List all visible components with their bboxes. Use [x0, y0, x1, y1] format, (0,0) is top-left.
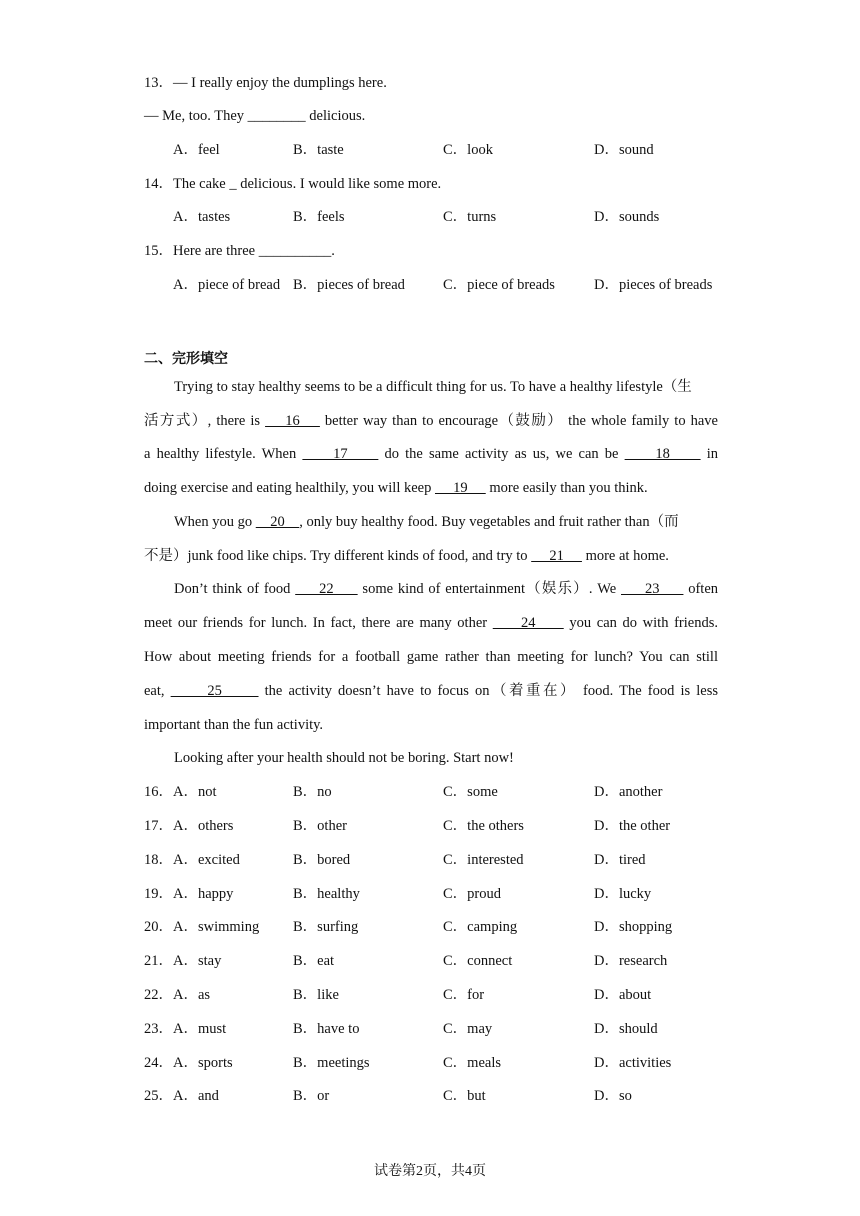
passage-line: How about meeting friends for a football game rather than meeting for lunch? You can still [144, 649, 718, 665]
cloze-question-24: 24． A．sports B．meetings C．meals D．activities [144, 1055, 672, 1071]
question-13-stem: 13．— I really enjoy the dumplings here. [144, 75, 387, 91]
option-a: A．tastes [173, 209, 231, 225]
passage-line: meet our friends for lunch. In fact, there are many other 24 you can do with friends. [144, 615, 718, 631]
blank-23: 23 [621, 581, 684, 597]
cloze-question-17: 17． A．others B．other C．the others D．the other [144, 818, 671, 834]
question-14-options [0, 207, 860, 227]
cloze-question-16: 16． A．not B．no C．some D．another [144, 784, 663, 800]
option-d: D．sound [594, 142, 654, 158]
cloze-question-23: 23． A．must B．have to C．may D．should [144, 1021, 658, 1037]
cloze-question-21: 21． A．stay B．eat C．connect D．research [144, 953, 668, 969]
blank-22: 22 [295, 581, 358, 597]
option-a: A．piece of bread [173, 277, 281, 293]
passage-line: eat, 25 the activity doesn’t have to focus on（着重在） food. The food is less [144, 683, 718, 699]
option-b: B．taste [293, 142, 344, 158]
blank-16: 16 [265, 413, 320, 429]
passage-line: Trying to stay healthy seems to be a difficult thing for us. To have a healthy lifestyle（生 [174, 379, 692, 395]
blank-24: 24 [492, 615, 564, 631]
question-13-options [0, 140, 860, 160]
section-heading: 二、完形填空 [144, 351, 228, 367]
cloze-question-22: 22． A．as B．like C．for D．about [144, 987, 652, 1003]
blank-19: 19 [434, 480, 486, 496]
question-15-options [0, 275, 860, 295]
question-15-stem: 15．Here are three __________. [144, 243, 335, 259]
page-footer: 试卷第2页，共4页 [374, 1164, 486, 1179]
question-14-stem: 14．The cake _ delicious. I would like some more. [144, 176, 442, 192]
passage-line: When you go 20 , only buy healthy food. Buy vegetables and fruit rather than（而 [174, 514, 679, 530]
blank-21: 21 [531, 548, 582, 564]
option-c: C．turns [443, 209, 497, 225]
option-b: B．pieces of bread [293, 277, 405, 293]
option-b: B．feels [293, 209, 345, 225]
option-c: C．piece of breads [443, 277, 555, 293]
question-13-reply: — Me, too. They ________ delicious. [144, 108, 366, 124]
blank-20: 20 [255, 514, 300, 530]
cloze-question-18: 18． A．excited B．bored C．interested D．tired [144, 852, 646, 868]
option-c: C．look [443, 142, 493, 158]
passage-line: 不是）junk food like chips. Try different kinds of food, and try to 21 more at home. [144, 548, 669, 564]
passage-line: doing exercise and eating healthily, you will keep 19 more easily than you think. [144, 480, 648, 496]
passage-line: 活方式）, there is 16 better way than to encourage（鼓励） the whole family to have [144, 413, 718, 429]
blank-25: 25 [170, 683, 259, 699]
passage-line: Don’t think of food 22 some kind of entertainment（娱乐）. We 23 often [174, 581, 719, 597]
option-d: D．sounds [594, 209, 660, 225]
option-d: D．pieces of breads [594, 277, 713, 293]
option-a: A．feel [173, 142, 220, 158]
blank-17: 17 [302, 446, 379, 462]
passage-line: Looking after your health should not be boring. Start now! [174, 750, 514, 766]
passage-line: important than the fun activity. [144, 717, 324, 733]
passage-line: a healthy lifestyle. When 17 do the same activity as us, we can be 18 in [144, 446, 719, 462]
cloze-question-25: 25． A．and B．or C．but D．so [144, 1088, 632, 1104]
cloze-question-19: 19． A．happy B．healthy C．proud D．lucky [144, 886, 652, 902]
blank-18: 18 [624, 446, 701, 462]
cloze-question-20: 20． A．swimming B．surfing C．camping D．shopping [144, 919, 673, 935]
